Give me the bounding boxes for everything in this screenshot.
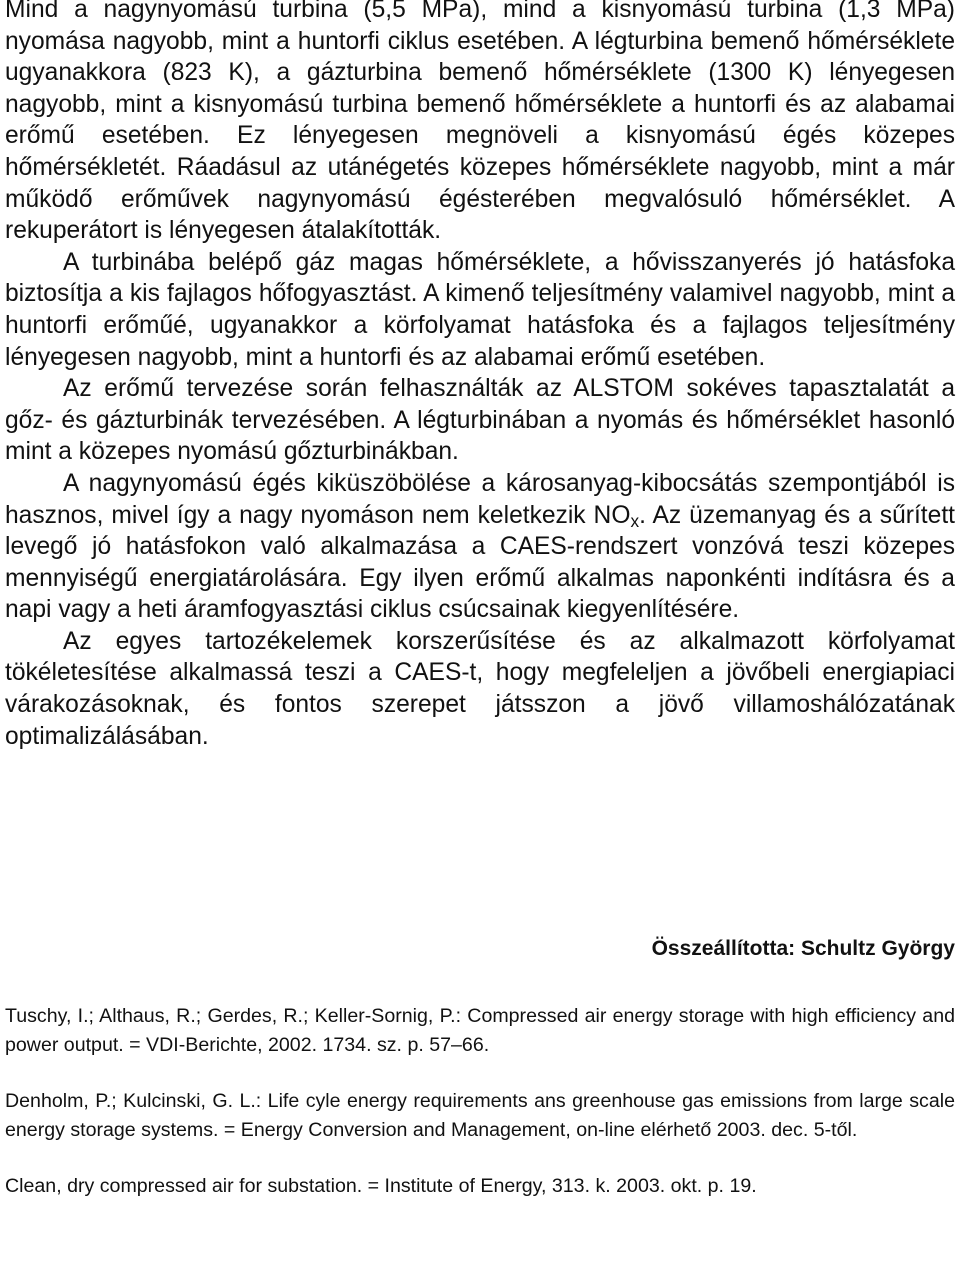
reference-item: Denholm, P.; Kulcinski, G. L.: Life cyle energy requirements ans greenhouse gas emissions from large scale energy storage systems. = Energy Conversion and Management, on-line elérhető 2003. dec. 5-től. [5, 1090, 955, 1141]
paragraph-heat-recovery: A turbinába belépő gáz magas hőmérséklete, a hővisszanyerés jó hatásfoka biztosítja a kis fajlagos hőfogyasztást. A kimenő teljesítmény valamivel nagyobb, mint a huntorfi erőműé, ugyanakkor a körfolyamat hatásfoka és a fajlagos teljesítmény lényegesen nagyobb, mint a huntorfi és az alabamai erőmű esetében. [5, 248, 955, 371]
reference-item: Clean, dry compressed air for substation. = Institute of Energy, 313. k. 2003. okt. p. 19. [5, 1175, 757, 1197]
reference-item: Tuschy, I.; Althaus, R.; Gerdes, R.; Keller-Sornig, P.: Compressed air energy storage with high efficiency and power output. = VDI-Berichte, 2002. 1734. sz. p. 57–66. [5, 1005, 955, 1056]
paragraph-emissions [5, 468, 955, 626]
paragraph-alstom-design: Az erőmű tervezése során felhasználták az ALSTOM sokéves tapasztalatát a gőz- és gázturbinák tervezésében. A légturbinában a nyomás és hőmérséklet hasonló mint a közepes nyomású gőzturbinákban. [5, 375, 955, 466]
article-body [5, 0, 955, 752]
emissions-text-after: . Az üzemanyag és a sűrített levegő jó hatásfokon való alkalmazása a CAES-rendszert vonzóvá teszi közepes mennyiségű energiatárolására. Egy ilyen erőmű alkalmas naponkénti indításra és a napi vagy a heti áramfogyasztási ciklus csúcsainak kiegyenlítésére. [5, 501, 955, 624]
compiler-signature: Összeállította: Schultz György [651, 937, 955, 960]
paragraph-turbine-pressure: Mind a nagynyomású turbina (5,5 MPa), mind a kisnyomású turbina (1,3 MPa) nyomása nagyobb, mint a huntorfi ciklus esetében. A légturbina bemenő hőmérséklete ugyanakkora (823 K), a gázturbina bemenő hőmérséklete (1300 K) lényegesen nagyobb, mint a kisnyomású turbina bemenő hőmérséklete a huntorfi és az alabamai erőmű esetében. Ez lényegesen megnöveli a kisnyomású égés közepes hőmérsékletét. Ráadásul az utánégetés közepes hőmérséklete nagyobb, mint a már működő erőművek nagynyomású égésterében megvalósuló hőmérséklet. A rekuperátort is lényegesen átalakították. [5, 0, 955, 245]
reference-list [5, 1002, 955, 1229]
paragraph-conclusion: Az egyes tartozékelemek korszerűsítése és az alkalmazott körfolyamat tökéletesítése alkalmassá teszi a CAES-t, hogy megfeleljen a jövőbeli energiapiaci várakozásoknak, és fontos szerepet játsszon a jövő villamoshálózatának optimalizálásában. [5, 627, 955, 750]
nox-subscript: x [630, 510, 640, 531]
emissions-text-before: A nagynyomású égés kiküszöbölése a károsanyag-kibocsátás szempontjából is hasznos, mivel így a nagy nyomáson nem keletkezik NO [5, 469, 955, 529]
